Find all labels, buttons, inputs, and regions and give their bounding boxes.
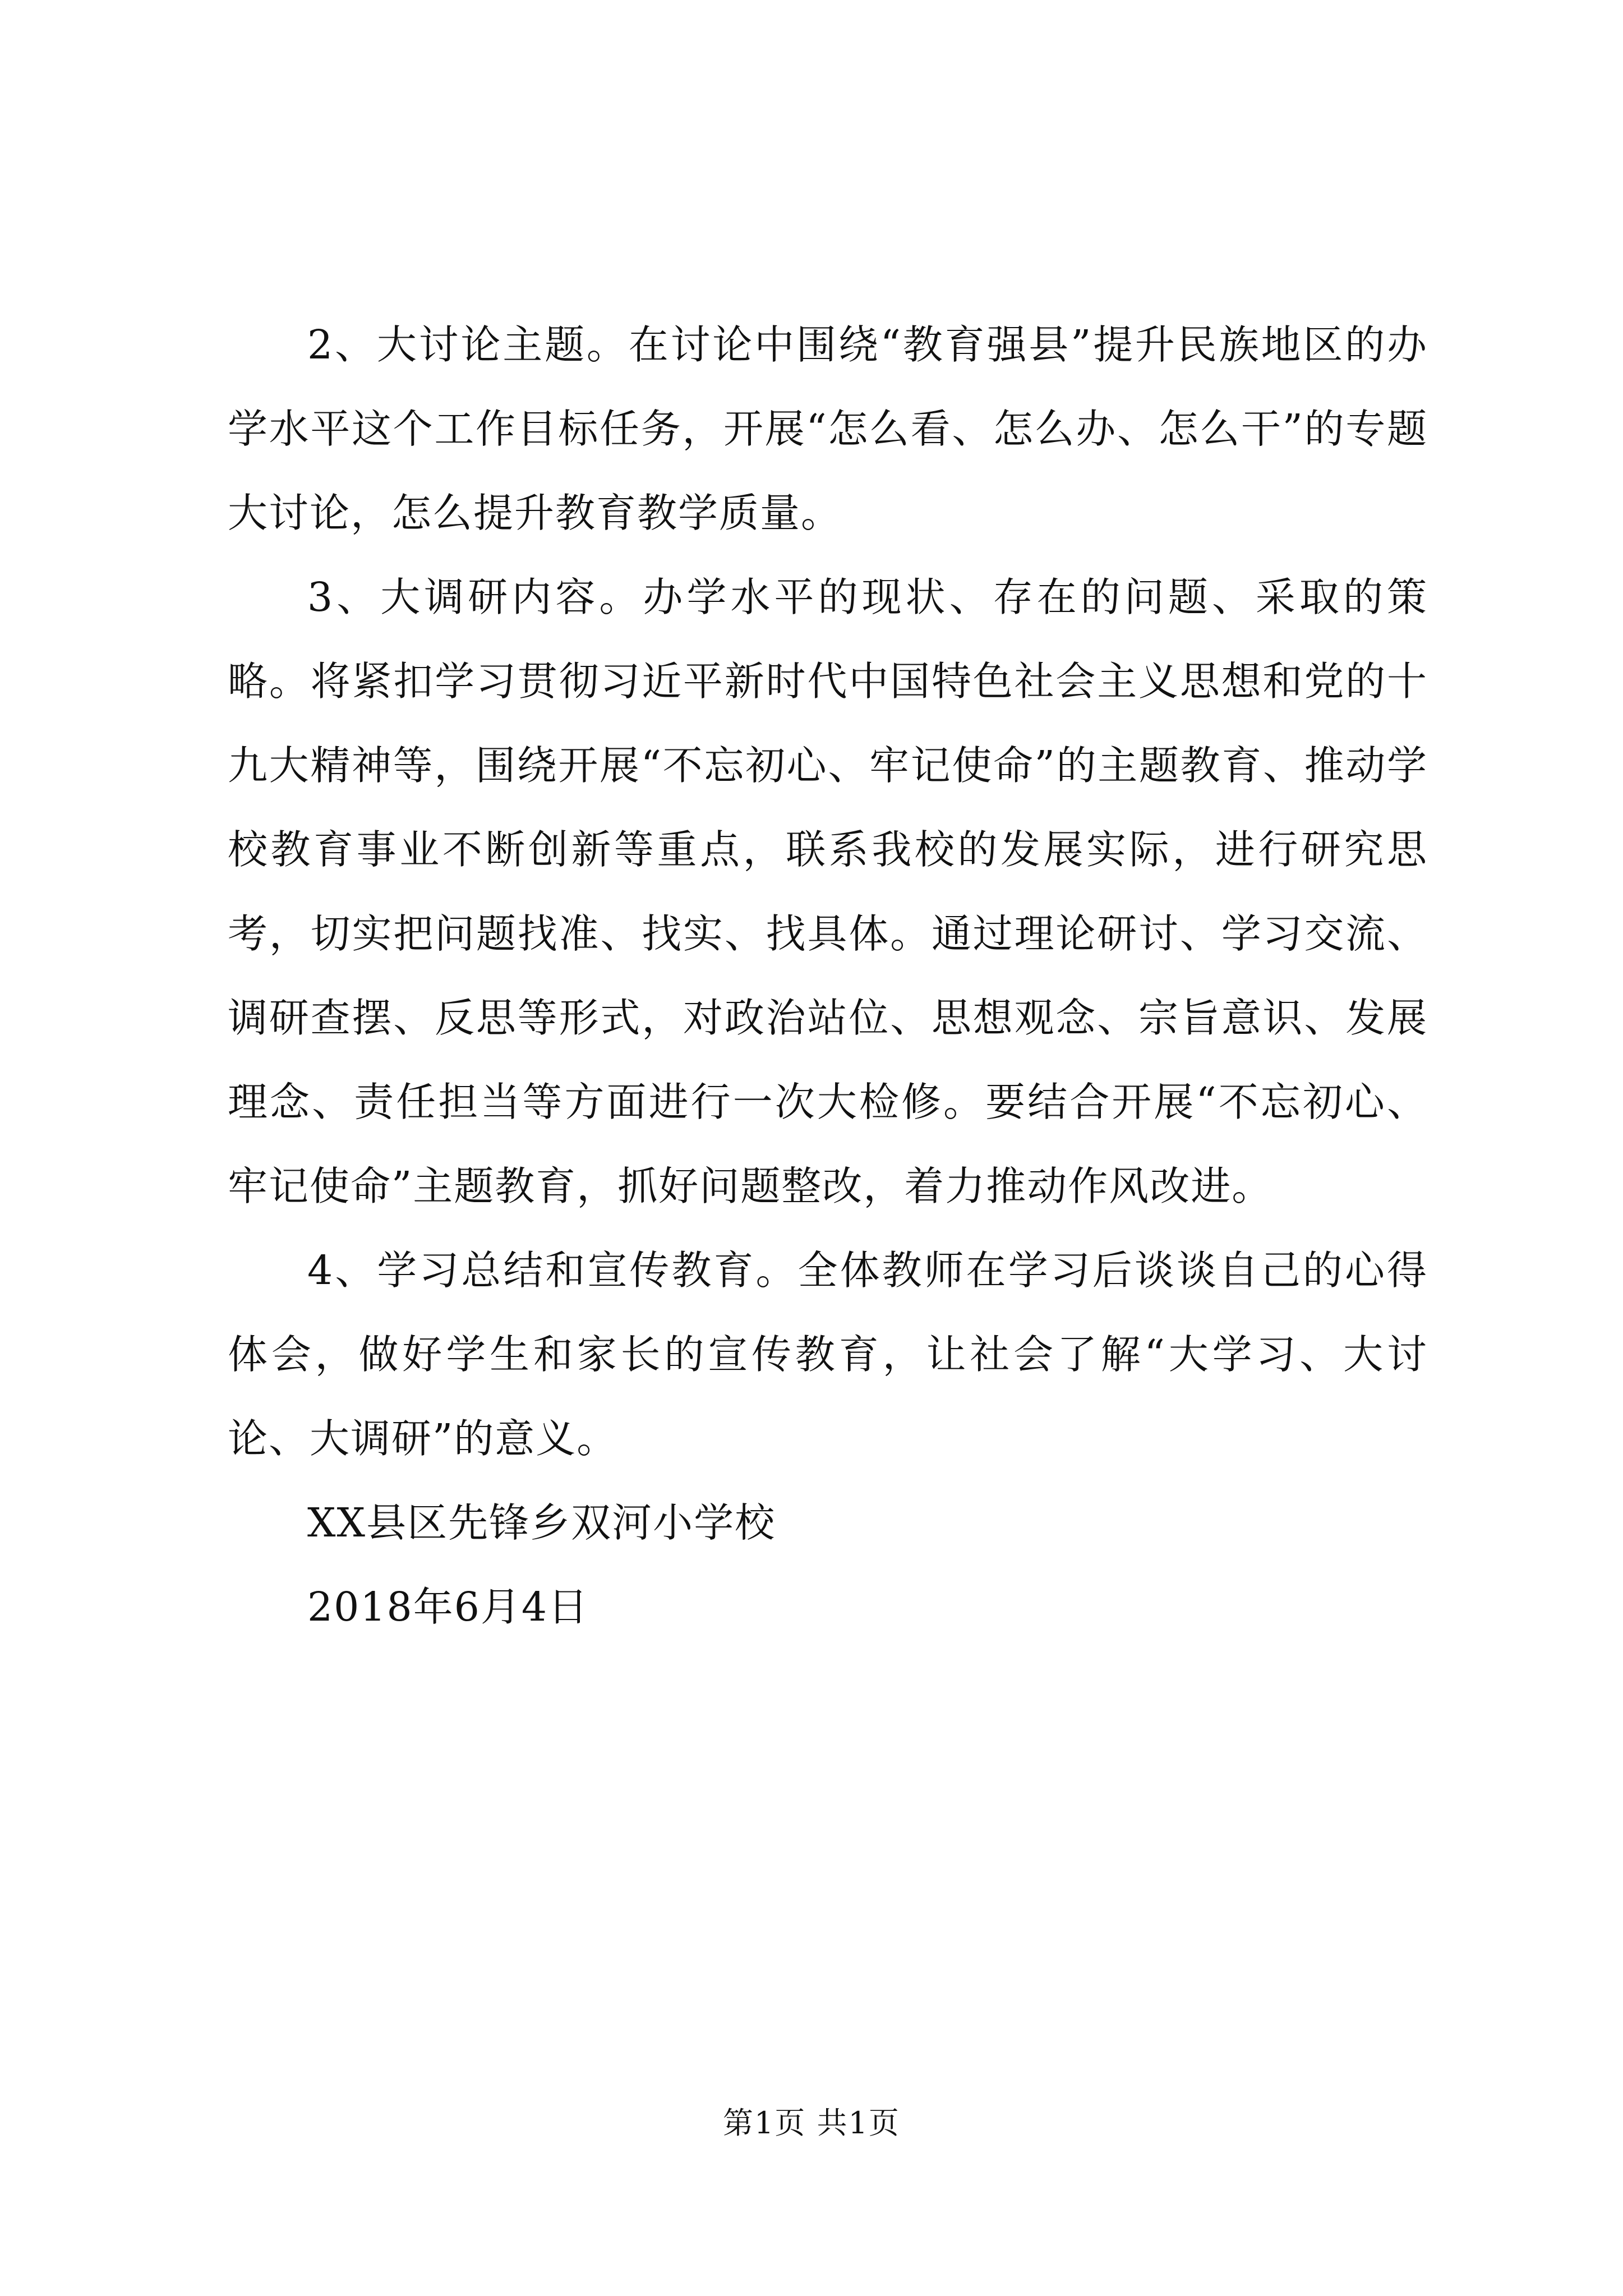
- paragraph-summary-publicity: 4、学习总结和宣传教育。全体教师在学习后谈谈自己的心得体会，做好学生和家长的宣传教育，让社会了解“大学习、大讨论、大调研”的意义。: [228, 1247, 1428, 1462]
- document-body: [228, 303, 1428, 1649]
- page-footer: 第1页 共1页: [723, 2105, 900, 2141]
- signature-date: 2018年6月4日: [307, 1584, 589, 1630]
- signature-organization: XX县区先锋乡双河小学校: [307, 1499, 776, 1546]
- paragraph-research-content: 3、大调研内容。办学水平的现状、存在的问题、采取的策略。将紧扣学习贯彻习近平新时代中国特色社会主义思想和党的十九大精神等，围绕开展“不忘初心、牢记使命”的主题教育、推动学校教育事业不断创新等重点，联系我校的发展实际，进行研究思考，切实把问题找准、找实、找具体。通过理论研讨、学习交流、调研查摆、反思等形式，对政治站位、思想观念、宗旨意识、发展理念、责任担当等方面进行一次大检修。要结合开展“不忘初心、牢记使命”主题教育，抓好问题整改，着力推动作风改进。: [228, 574, 1428, 1209]
- paragraph-discussion-topic: 2、大讨论主题。在讨论中围绕“教育强县”提升民族地区的办学水平这个工作目标任务，开展“怎么看、怎么办、怎么干”的专题大讨论，怎么提升教育教学质量。: [228, 321, 1428, 536]
